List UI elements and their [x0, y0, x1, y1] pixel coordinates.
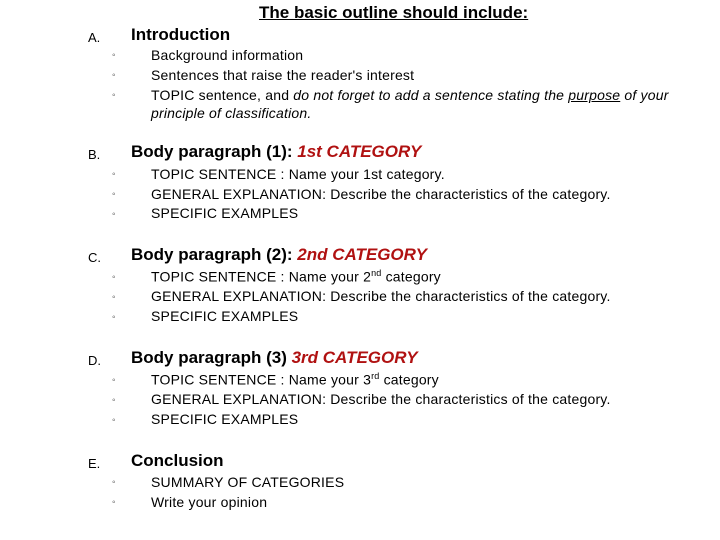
section-d-topic-suffix: category: [379, 371, 439, 388]
topic-purpose-word: purpose: [568, 87, 621, 103]
section-d-topic-sup: rd: [371, 371, 380, 381]
section-b-item-1: TOPIC SENTENCE : Name your 1st category.: [151, 166, 445, 182]
section-a-item-2: Sentences that raise the reader's interest: [151, 67, 415, 83]
section-b-heading: [131, 142, 421, 162]
section-c-topic-suffix: category: [381, 268, 441, 285]
bullet-icon: ◦: [112, 189, 116, 200]
section-e-heading: Conclusion: [131, 451, 224, 470]
section-b-heading-text: Body paragraph (1):: [131, 142, 298, 161]
section-d-letter: D.: [88, 353, 101, 368]
section-a-item-1: Background information: [151, 47, 304, 63]
topic-prefix: TOPIC sentence, and: [151, 87, 294, 103]
section-e-item-1: SUMMARY OF CATEGORIES: [151, 474, 345, 490]
section-d-category: 3rd CATEGORY: [291, 348, 418, 367]
section-d-topic-prefix: TOPIC SENTENCE : Name your 3: [151, 371, 372, 388]
bullet-icon: ◦: [112, 292, 116, 303]
section-d-heading-text: Body paragraph (3): [131, 348, 292, 367]
section-c-heading: [131, 245, 427, 265]
bullet-icon: ◦: [112, 415, 116, 426]
section-a-letter: A.: [88, 30, 101, 45]
section-a-item-3: [151, 86, 701, 122]
bullet-icon: ◦: [112, 209, 116, 220]
section-d-item-2: GENERAL EXPLANATION: Describe the characteristics of the category.: [151, 391, 611, 407]
section-d-item-1: [151, 371, 439, 388]
section-c-item-1: [151, 268, 441, 285]
section-a-heading: Introduction: [131, 25, 231, 44]
section-c-topic-prefix: TOPIC SENTENCE : Name your 2: [151, 268, 372, 285]
topic-italic-note: do not forget to add a sentence stating the: [293, 87, 569, 103]
bullet-icon: ◦: [112, 90, 116, 101]
page-title: The basic outline should include:: [259, 3, 529, 22]
bullet-icon: ◦: [112, 375, 116, 386]
bullet-icon: ◦: [112, 50, 116, 61]
topic-suffix: of your principle of classification.: [151, 87, 669, 121]
section-c-heading-text: Body paragraph (2):: [131, 245, 298, 264]
bullet-icon: ◦: [112, 477, 116, 488]
section-b-category: 1st CATEGORY: [297, 142, 422, 161]
section-c-topic-sup: nd: [371, 268, 382, 278]
section-d-heading: [131, 348, 418, 368]
section-b-letter: B.: [88, 147, 101, 162]
bullet-icon: ◦: [112, 272, 116, 283]
section-d-item-3: SPECIFIC EXAMPLES: [151, 411, 299, 427]
section-e-item-2: Write your opinion: [151, 494, 268, 510]
bullet-icon: ◦: [112, 395, 116, 406]
bullet-icon: ◦: [112, 169, 116, 180]
bullet-icon: ◦: [112, 497, 116, 508]
section-b-item-2: GENERAL EXPLANATION: Describe the characteristics of the category.: [151, 186, 611, 202]
section-b-item-3: SPECIFIC EXAMPLES: [151, 205, 299, 221]
section-c-category: 2nd CATEGORY: [297, 245, 427, 264]
section-c-letter: C.: [88, 250, 101, 265]
section-e-letter: E.: [88, 456, 101, 471]
bullet-icon: ◦: [112, 312, 116, 323]
bullet-icon: ◦: [112, 70, 116, 81]
section-c-item-2: GENERAL EXPLANATION: Describe the characteristics of the category.: [151, 288, 611, 304]
section-c-item-3: SPECIFIC EXAMPLES: [151, 308, 299, 324]
